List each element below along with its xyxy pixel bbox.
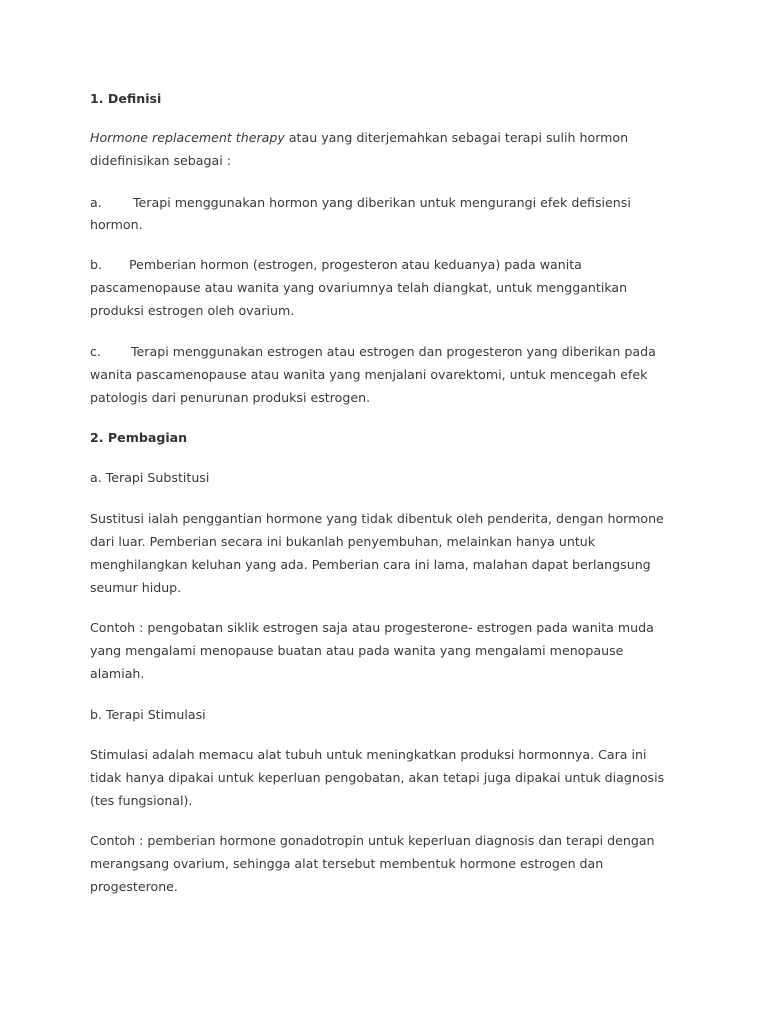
item-a-label: a. [90,195,102,210]
substitusi-p2-line-3: alamiah. [90,666,145,681]
stimulasi-p1-line-3: (tes fungsional). [90,793,193,808]
item-b-label: b. [90,257,102,272]
stimulasi-p2-line-2: merangsang ovarium, sehingga alat tersebut membentuk hormone estrogen dan [90,856,604,871]
section-heading-pembagian: 2. Pembagian [90,430,188,445]
item-c-label: c. [90,344,101,359]
intro-italic-term: Hormone replacement therapy [90,130,285,145]
item-b-line-1 [90,257,582,273]
subsection-title-stimulasi: b. Terapi Stimulasi [90,707,206,722]
item-c-line-3: patologis dari penurunan produksi estrogen. [90,390,371,405]
stimulasi-p2-line-1: Contoh : pemberian hormone gonadotropin untuk keperluan diagnosis dan terapi dengan [90,833,655,848]
item-b-line-3: produksi estrogen oleh ovarium. [90,303,295,318]
section-heading-definisi: 1. Definisi [90,91,162,106]
substitusi-p1-line-4: seumur hidup. [90,580,182,595]
stimulasi-p1-line-1: Stimulasi adalah memacu alat tubuh untuk meningkatkan produksi hormonnya. Cara ini [90,747,647,762]
stimulasi-p1-line-2: tidak hanya dipakai untuk keperluan pengobatan, akan tetapi juga dipakai untuk diagnosis [90,770,665,785]
item-a-line-2: hormon. [90,217,143,232]
substitusi-p2-line-1: Contoh : pengobatan siklik estrogen saja atau progesterone- estrogen pada wanita muda [90,620,654,635]
substitusi-p1-line-2: dari luar. Pemberian secara ini bukanlah penyembuhan, melainkan hanya untuk [90,534,596,549]
stimulasi-p2-line-3: progesterone. [90,879,178,894]
intro-rest: atau yang diterjemahkan sebagai terapi sulih hormon [284,130,629,145]
item-a-text-1: Terapi menggunakan hormon yang diberikan untuk mengurangi efek defisiensi [133,195,631,210]
substitusi-p1-line-1: Sustitusi ialah penggantian hormone yang tidak dibentuk oleh penderita, dengan hormone [90,511,664,526]
item-c-line-2: wanita pascamenopause atau wanita yang menjalani ovarektomi, untuk mencegah efek [90,367,648,382]
substitusi-p2-line-2: yang mengalami menopause buatan atau pada wanita yang mengalami menopause [90,643,624,658]
subsection-title-substitusi: a. Terapi Substitusi [90,470,210,485]
substitusi-p1-line-3: menghilangkan keluhan yang ada. Pemberian cara ini lama, malahan dapat berlangsung [90,557,651,572]
item-a-line-1 [90,195,631,211]
intro-line-2: didefinisikan sebagai : [90,153,231,168]
item-c-text-1: Terapi menggunakan estrogen atau estrogen dan progesteron yang diberikan pada [131,344,656,359]
item-c-line-1 [90,344,656,360]
item-b-text-1: Pemberian hormon (estrogen, progesteron atau keduanya) pada wanita [129,257,582,272]
item-b-line-2: pascamenopause atau wanita yang ovariumnya telah diangkat, untuk menggantikan [90,280,628,295]
intro-line-1 [90,130,628,146]
